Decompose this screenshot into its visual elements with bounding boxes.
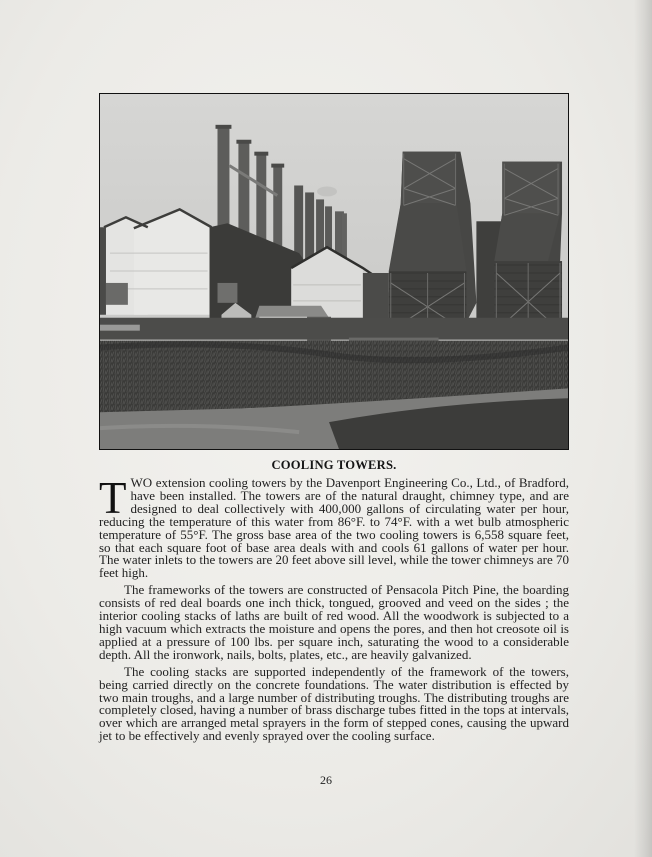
paragraph-1: [99, 473, 569, 581]
drop-cap: T: [99, 473, 127, 523]
power-house-left: [100, 209, 212, 314]
article: [99, 458, 569, 747]
cooling-tower-left: [389, 152, 477, 338]
paragraph-2: The frameworks of the towers are constructed of Pensacola Pitch Pine, the boarding consists of red deal boards one inch thick, tongued, grooved and veed on the sides ; the interior cooling stacks of laths are built of red wood. All the woodwork is subjected to a high vacuum which extracts the moisture and opens the pores, and then hot creosote oil is applied at a pressure of 100 lbs. per square inch, saturating the wood to a considerable depth. All the ironwork, nails, bolts, plates, etc., are heavily galvanized.: [99, 582, 569, 662]
paragraph-1-text: WO extension cooling towers by the Davenport Engineering Co., Ltd., of Bradford, have been installed. The towers are of the natural draught, chimney type, and are designed to deal collectively with 400,000 gallons of circulating water per hour, reducing the temperature of this water from 86°F. to 74°F. with a wet bulb atmospheric temperature of 55°F. The gross base area of the two cooling towers is 6,558 square feet, so that each square foot of base area deals with and cools 61 gallons of water per hour. The water inlets to the towers are 20 feet above sill level, while the tower chimneys are 70 feet high.: [99, 475, 569, 581]
photo-illustration: [100, 94, 568, 449]
cooling-towers-photograph: [99, 93, 569, 450]
article-heading: COOLING TOWERS.: [271, 458, 397, 472]
page-edge-shadow: [634, 0, 652, 857]
page-number: 26: [320, 773, 332, 787]
paragraph-3: The cooling stacks are supported independently of the framework of the towers, being carried directly on the concrete foundations. The water distribution is effected by two main troughs, and a large number of distributing troughs. The distributing troughs are completely closed, having a number of brass discharge tubes fitted in the tops at intervals, over which are arranged metal sprayers in the form of stepped cones, causing the upward jet to be effectively and evenly sprayed over the cooling surface.: [99, 663, 569, 744]
